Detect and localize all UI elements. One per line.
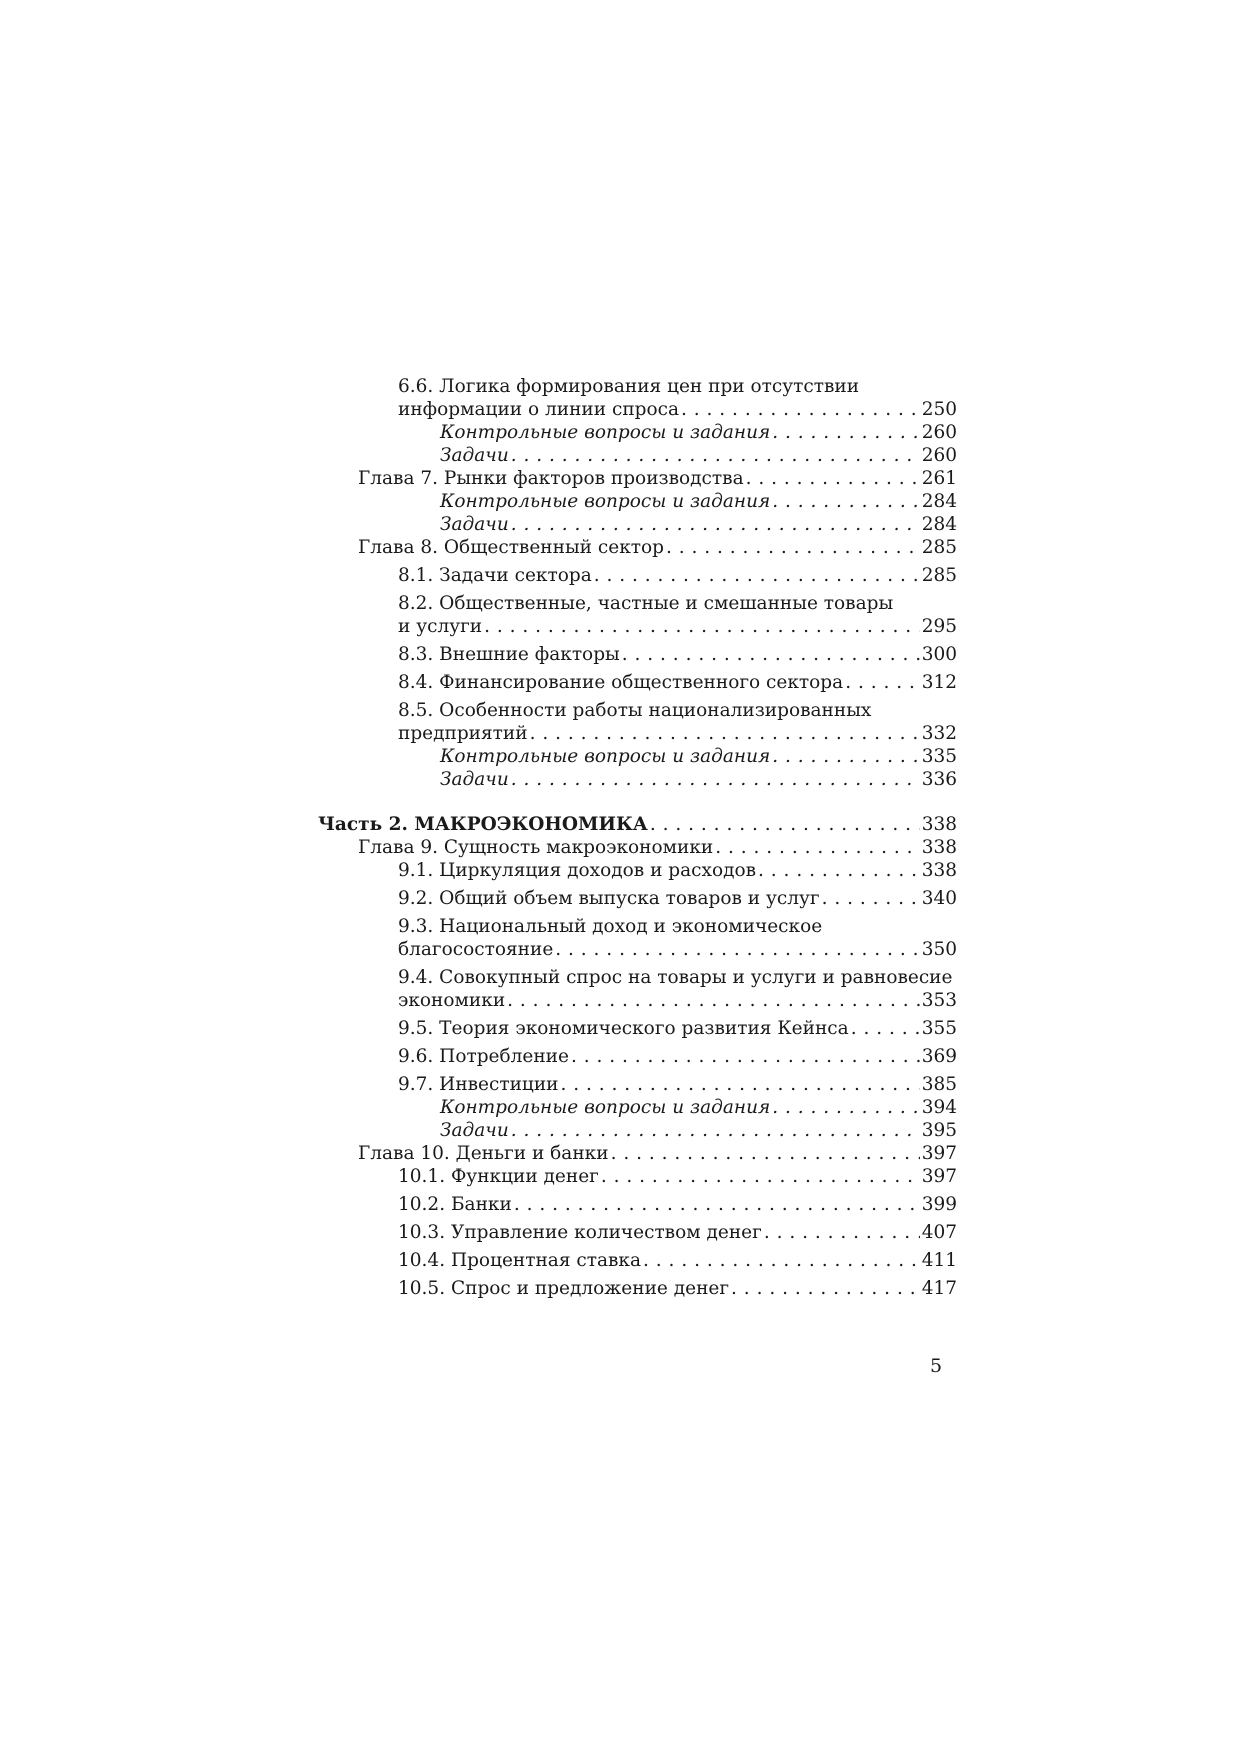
toc-entry-page: 285 — [921, 565, 957, 586]
toc-entry-line — [440, 745, 957, 768]
toc-entry-title: Глава 8. Общественный сектор — [358, 537, 664, 558]
toc-entry[interactable] — [318, 1165, 957, 1188]
toc-entry-line-wrap — [398, 592, 957, 615]
toc-entry-page: 338 — [921, 860, 957, 881]
toc-entry-page: 397 — [921, 1143, 957, 1164]
toc-entry[interactable] — [318, 1249, 957, 1272]
toc-entry-title: 9.2. Общий объем выпуска товаров и услуг — [398, 888, 820, 909]
dot-leader — [764, 1221, 920, 1244]
toc-entry-line — [440, 513, 957, 536]
toc-entry[interactable] — [318, 421, 957, 444]
dot-leader — [758, 859, 920, 882]
toc-entry-page: 336 — [921, 769, 957, 790]
toc-entry-title: 9.3. Национальный доход и экономическое — [398, 916, 823, 937]
toc-entry[interactable] — [318, 513, 957, 536]
toc-entry[interactable] — [318, 1142, 957, 1165]
toc-entry-page: 284 — [921, 491, 957, 512]
dot-leader — [772, 490, 919, 513]
toc-entry-page: 260 — [921, 422, 957, 443]
toc-entry-line — [398, 1073, 957, 1096]
toc-entry-page: 284 — [921, 514, 957, 535]
toc-entry-title: 9.1. Циркуляция доходов и расходов — [398, 860, 757, 881]
toc-entry-line — [398, 671, 957, 694]
toc-entry[interactable] — [318, 1119, 957, 1142]
dot-leader — [594, 564, 920, 587]
toc-entry-title: Задачи — [440, 769, 509, 790]
toc-entry-title: Задачи — [440, 445, 509, 466]
toc-entry-title: 10.5. Спрос и предложение денег — [398, 1278, 730, 1299]
dot-leader — [715, 836, 919, 859]
toc-entry-title: Глава 10. Деньги и банки — [358, 1143, 609, 1164]
dot-leader — [511, 1119, 920, 1142]
toc-entry-page: 285 — [921, 537, 957, 558]
toc-entry-title: 10.4. Процентная ставка — [398, 1250, 642, 1271]
toc-entry-page: 250 — [921, 399, 957, 420]
toc-entry-line — [440, 768, 957, 791]
toc-entry[interactable] — [318, 1096, 957, 1119]
toc-entry-line-wrap — [398, 375, 957, 398]
toc-entry-page: 407 — [921, 1222, 957, 1243]
dot-leader — [561, 1073, 920, 1096]
dot-leader — [611, 1142, 920, 1165]
toc-entry-title: Глава 7. Рынки факторов производства — [358, 468, 744, 489]
toc-entry-title: 9.4. Совокупный спрос на товары и услуги и равновесие — [398, 967, 953, 988]
toc-entry-page: 394 — [921, 1097, 957, 1118]
toc-entry-page: 353 — [921, 990, 957, 1011]
toc-entry[interactable] — [318, 536, 957, 559]
dot-leader — [484, 615, 920, 638]
toc-entry-page: 395 — [921, 1120, 957, 1141]
toc-entry-page: 397 — [921, 1166, 957, 1187]
toc-entry[interactable] — [318, 467, 957, 490]
toc-entry-line — [398, 989, 957, 1012]
dot-leader — [643, 1249, 920, 1272]
toc-entry-line — [398, 1045, 957, 1068]
toc-entry[interactable] — [318, 1045, 957, 1068]
toc-entry[interactable] — [318, 859, 957, 882]
toc-entry[interactable] — [318, 490, 957, 513]
toc-entry-title: предприятий — [398, 723, 528, 744]
toc-entry-page: 300 — [921, 644, 957, 665]
toc-entry-title: 9.5. Теория экономического развития Кейнса — [398, 1018, 849, 1039]
dot-leader — [622, 643, 920, 666]
toc-entry[interactable] — [318, 671, 957, 694]
toc-entry-page: 261 — [921, 468, 957, 489]
toc-entry-title: 10.2. Банки — [398, 1194, 512, 1215]
toc-entry-line — [440, 1119, 957, 1142]
dot-leader — [650, 813, 920, 836]
toc-entry-page: 369 — [921, 1046, 957, 1067]
toc-entry-title: Задачи — [440, 1120, 509, 1141]
toc-entry[interactable] — [318, 1073, 957, 1096]
table-of-contents — [318, 375, 957, 1300]
dot-leader — [511, 444, 920, 467]
dot-leader — [845, 671, 920, 694]
toc-entry-title: 8.4. Финансирование общественного сектора — [398, 672, 844, 693]
toc-entry-page: 260 — [921, 445, 957, 466]
toc-entry-title: благосостояние — [398, 939, 554, 960]
dot-leader — [746, 467, 920, 490]
toc-entry[interactable] — [318, 836, 957, 859]
toc-entry[interactable] — [318, 887, 957, 910]
toc-entry[interactable] — [318, 592, 957, 638]
toc-entry-page: 338 — [921, 814, 957, 835]
toc-entry-page: 417 — [921, 1278, 957, 1299]
toc-entry-line — [398, 643, 957, 666]
toc-entry-line — [398, 1277, 957, 1300]
toc-entry-line — [440, 444, 957, 467]
dot-leader — [731, 1277, 920, 1300]
toc-entry-title: 9.6. Потребление — [398, 1046, 569, 1067]
toc-entry-page: 411 — [921, 1250, 957, 1271]
toc-entry-page: 399 — [921, 1194, 957, 1215]
toc-entry-line — [318, 813, 957, 836]
toc-entry-line — [358, 536, 957, 559]
toc-entry-line — [398, 564, 957, 587]
toc-entry-page: 295 — [921, 616, 957, 637]
toc-entry-title: Контрольные вопросы и задания — [440, 422, 771, 443]
toc-entry-title: Контрольные вопросы и задания — [440, 491, 771, 512]
dot-leader — [514, 1193, 920, 1216]
toc-entry-title: 8.2. Общественные, частные и смешанные товары — [398, 593, 894, 614]
toc-entry[interactable] — [318, 699, 957, 745]
toc-entry-title: 6.6. Логика формирования цен при отсутствии — [398, 376, 860, 397]
toc-entry[interactable] — [318, 1193, 957, 1216]
toc-entry-page: 340 — [921, 888, 957, 909]
toc-entry[interactable] — [318, 564, 957, 587]
toc-entry-line — [398, 1249, 957, 1272]
toc-entry-line — [398, 1193, 957, 1216]
toc-entry-title: и услуги — [398, 616, 483, 637]
toc-entry-line — [440, 490, 957, 513]
toc-entry-line — [398, 722, 957, 745]
dot-leader — [511, 513, 920, 536]
toc-entry-line — [440, 421, 957, 444]
toc-entry-line — [398, 615, 957, 638]
toc-entry-line-wrap — [398, 699, 957, 722]
toc-entry-title: Контрольные вопросы и задания — [440, 746, 771, 767]
dot-leader — [772, 745, 919, 768]
toc-entry[interactable] — [318, 768, 957, 791]
dot-leader — [851, 1017, 920, 1040]
toc-entry-title: Контрольные вопросы и задания — [440, 1097, 771, 1118]
dot-leader — [530, 722, 920, 745]
toc-entry-title: 8.1. Задачи сектора — [398, 565, 592, 586]
toc-entry-line — [398, 1221, 957, 1244]
toc-entry-title: 8.3. Внешние факторы — [398, 644, 620, 665]
toc-entry-line — [398, 1165, 957, 1188]
toc-entry-line — [398, 938, 957, 961]
toc-entry-line — [358, 1142, 957, 1165]
toc-entry[interactable] — [318, 1017, 957, 1040]
toc-entry[interactable] — [318, 915, 957, 961]
toc-entry-line — [398, 859, 957, 882]
dot-leader — [571, 1045, 920, 1068]
toc-entry[interactable] — [318, 375, 957, 421]
dot-leader — [772, 1096, 919, 1119]
toc-entry[interactable] — [318, 1277, 957, 1300]
toc-entry-line — [398, 887, 957, 910]
toc-entry-title: 9.7. Инвестиции — [398, 1074, 559, 1095]
toc-entry[interactable] — [318, 813, 957, 836]
toc-entry-title: информации о линии спроса — [398, 399, 680, 420]
toc-entry-title: 8.5. Особенности работы национализированных — [398, 700, 872, 721]
toc-entry-page: 385 — [921, 1074, 957, 1095]
toc-entry-title: экономики — [398, 990, 506, 1011]
toc-entry-page: 332 — [921, 723, 957, 744]
toc-entry-title: 10.1. Функции денег — [398, 1166, 599, 1187]
toc-entry[interactable] — [318, 966, 957, 1012]
dot-leader — [601, 1165, 920, 1188]
dot-leader — [822, 887, 920, 910]
page-number: 5 — [930, 1355, 943, 1377]
dot-leader — [772, 421, 919, 444]
toc-entry[interactable] — [318, 444, 957, 467]
toc-entry-line — [398, 398, 957, 421]
toc-entry-line — [398, 1017, 957, 1040]
toc-entry-title: 10.3. Управление количеством денег — [398, 1222, 762, 1243]
toc-entry-page: 355 — [921, 1018, 957, 1039]
toc-entry-page: 350 — [921, 939, 957, 960]
toc-entry-line-wrap — [398, 915, 957, 938]
dot-leader — [666, 536, 920, 559]
toc-entry-line — [358, 467, 957, 490]
dot-leader — [511, 768, 920, 791]
toc-entry[interactable] — [318, 643, 957, 666]
toc-entry-page: 312 — [921, 672, 957, 693]
toc-entry-page: 335 — [921, 746, 957, 767]
toc-entry[interactable] — [318, 1221, 957, 1244]
toc-entry[interactable] — [318, 745, 957, 768]
dot-leader — [507, 989, 920, 1012]
toc-entry-title: Часть 2. МАКРОЭКОНОМИКА — [318, 814, 648, 835]
dot-leader — [555, 938, 919, 961]
toc-entry-title: Глава 9. Сущность макроэкономики — [358, 837, 714, 858]
toc-entry-line — [440, 1096, 957, 1119]
toc-entry-line-wrap — [398, 966, 957, 989]
toc-entry-title: Задачи — [440, 514, 509, 535]
dot-leader — [681, 398, 920, 421]
toc-entry-line — [358, 836, 957, 859]
toc-entry-page: 338 — [921, 837, 957, 858]
